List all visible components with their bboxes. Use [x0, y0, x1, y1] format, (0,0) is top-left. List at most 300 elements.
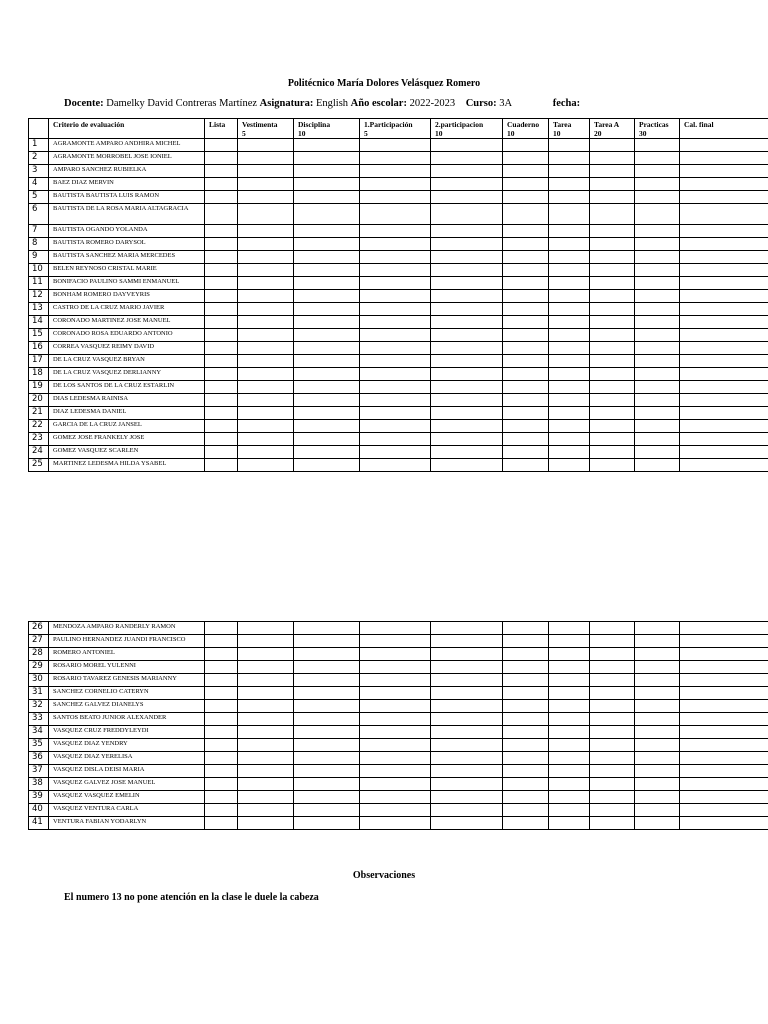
grade-cell[interactable] [360, 726, 431, 739]
grade-cell[interactable] [205, 290, 238, 303]
grade-cell[interactable] [238, 342, 294, 355]
grade-cell[interactable] [635, 778, 680, 791]
grade-cell[interactable] [590, 648, 635, 661]
grade-cell[interactable] [431, 381, 503, 394]
grade-cell[interactable] [590, 459, 635, 472]
grade-cell[interactable] [635, 165, 680, 178]
grade-cell[interactable] [360, 817, 431, 830]
grade-cell[interactable] [590, 264, 635, 277]
grade-cell[interactable] [431, 459, 503, 472]
grade-cell[interactable] [680, 674, 768, 687]
grade-cell[interactable] [238, 394, 294, 407]
grade-cell[interactable] [294, 342, 360, 355]
grade-cell[interactable] [680, 433, 768, 446]
grade-cell[interactable] [238, 791, 294, 804]
grade-cell[interactable] [205, 674, 238, 687]
grade-cell[interactable] [680, 178, 768, 191]
grade-cell[interactable] [635, 420, 680, 433]
grade-cell[interactable] [590, 700, 635, 713]
grade-cell[interactable] [635, 661, 680, 674]
grade-cell[interactable] [238, 648, 294, 661]
grade-cell[interactable] [503, 739, 549, 752]
grade-cell[interactable] [680, 342, 768, 355]
grade-cell[interactable] [238, 316, 294, 329]
grade-cell[interactable] [360, 152, 431, 165]
grade-cell[interactable] [635, 368, 680, 381]
grade-cell[interactable] [238, 765, 294, 778]
grade-cell[interactable] [549, 700, 590, 713]
grade-cell[interactable] [549, 303, 590, 316]
grade-cell[interactable] [549, 804, 590, 817]
grade-cell[interactable] [549, 778, 590, 791]
grade-cell[interactable] [635, 381, 680, 394]
grade-cell[interactable] [294, 778, 360, 791]
grade-cell[interactable] [360, 165, 431, 178]
grade-cell[interactable] [590, 765, 635, 778]
grade-cell[interactable] [549, 791, 590, 804]
grade-cell[interactable] [294, 459, 360, 472]
grade-cell[interactable] [503, 165, 549, 178]
grade-cell[interactable] [503, 446, 549, 459]
grade-cell[interactable] [680, 225, 768, 238]
grade-cell[interactable] [503, 817, 549, 830]
grade-cell[interactable] [238, 420, 294, 433]
grade-cell[interactable] [360, 277, 431, 290]
grade-cell[interactable] [503, 713, 549, 726]
grade-cell[interactable] [503, 648, 549, 661]
grade-cell[interactable] [680, 791, 768, 804]
grade-cell[interactable] [503, 368, 549, 381]
grade-cell[interactable] [549, 622, 590, 635]
grade-cell[interactable] [635, 139, 680, 152]
grade-cell[interactable] [294, 817, 360, 830]
grade-cell[interactable] [503, 700, 549, 713]
grade-cell[interactable] [205, 251, 238, 264]
grade-cell[interactable] [360, 368, 431, 381]
grade-cell[interactable] [431, 817, 503, 830]
grade-cell[interactable] [294, 739, 360, 752]
grade-cell[interactable] [431, 635, 503, 648]
grade-cell[interactable] [635, 152, 680, 165]
grade-cell[interactable] [205, 661, 238, 674]
grade-cell[interactable] [590, 674, 635, 687]
grade-cell[interactable] [205, 303, 238, 316]
grade-cell[interactable] [590, 204, 635, 225]
grade-cell[interactable] [238, 459, 294, 472]
grade-cell[interactable] [294, 238, 360, 251]
grade-cell[interactable] [549, 420, 590, 433]
grade-cell[interactable] [635, 178, 680, 191]
grade-cell[interactable] [360, 661, 431, 674]
grade-cell[interactable] [549, 329, 590, 342]
grade-cell[interactable] [635, 446, 680, 459]
grade-cell[interactable] [205, 804, 238, 817]
grade-cell[interactable] [360, 204, 431, 225]
grade-cell[interactable] [549, 178, 590, 191]
grade-cell[interactable] [549, 726, 590, 739]
grade-cell[interactable] [360, 355, 431, 368]
grade-cell[interactable] [549, 290, 590, 303]
grade-cell[interactable] [503, 433, 549, 446]
grade-cell[interactable] [238, 804, 294, 817]
grade-cell[interactable] [503, 381, 549, 394]
grade-cell[interactable] [238, 635, 294, 648]
grade-cell[interactable] [360, 139, 431, 152]
grade-cell[interactable] [635, 674, 680, 687]
grade-cell[interactable] [431, 277, 503, 290]
grade-cell[interactable] [238, 446, 294, 459]
grade-cell[interactable] [205, 446, 238, 459]
grade-cell[interactable] [360, 739, 431, 752]
grade-cell[interactable] [360, 446, 431, 459]
grade-cell[interactable] [590, 329, 635, 342]
grade-cell[interactable] [503, 752, 549, 765]
grade-cell[interactable] [431, 765, 503, 778]
grade-cell[interactable] [294, 178, 360, 191]
grade-cell[interactable] [549, 355, 590, 368]
grade-cell[interactable] [294, 791, 360, 804]
grade-cell[interactable] [294, 446, 360, 459]
grade-cell[interactable] [635, 635, 680, 648]
grade-cell[interactable] [238, 225, 294, 238]
grade-cell[interactable] [503, 420, 549, 433]
grade-cell[interactable] [503, 674, 549, 687]
grade-cell[interactable] [590, 661, 635, 674]
grade-cell[interactable] [431, 648, 503, 661]
grade-cell[interactable] [590, 191, 635, 204]
grade-cell[interactable] [680, 277, 768, 290]
grade-cell[interactable] [590, 238, 635, 251]
grade-cell[interactable] [431, 778, 503, 791]
grade-cell[interactable] [205, 191, 238, 204]
grade-cell[interactable] [294, 381, 360, 394]
grade-cell[interactable] [590, 739, 635, 752]
grade-cell[interactable] [680, 381, 768, 394]
grade-cell[interactable] [360, 713, 431, 726]
grade-cell[interactable] [294, 687, 360, 700]
grade-cell[interactable] [635, 355, 680, 368]
grade-cell[interactable] [238, 817, 294, 830]
grade-cell[interactable] [503, 251, 549, 264]
grade-cell[interactable] [294, 368, 360, 381]
grade-cell[interactable] [680, 778, 768, 791]
grade-cell[interactable] [635, 622, 680, 635]
grade-cell[interactable] [431, 139, 503, 152]
grade-cell[interactable] [503, 687, 549, 700]
grade-cell[interactable] [635, 700, 680, 713]
grade-cell[interactable] [360, 778, 431, 791]
grade-cell[interactable] [680, 238, 768, 251]
grade-cell[interactable] [431, 329, 503, 342]
grade-cell[interactable] [549, 752, 590, 765]
grade-cell[interactable] [503, 303, 549, 316]
grade-cell[interactable] [680, 264, 768, 277]
grade-cell[interactable] [549, 277, 590, 290]
grade-cell[interactable] [360, 648, 431, 661]
grade-cell[interactable] [549, 459, 590, 472]
grade-cell[interactable] [238, 433, 294, 446]
grade-cell[interactable] [238, 251, 294, 264]
grade-cell[interactable] [238, 700, 294, 713]
grade-cell[interactable] [360, 381, 431, 394]
grade-cell[interactable] [549, 394, 590, 407]
grade-cell[interactable] [680, 765, 768, 778]
grade-cell[interactable] [205, 139, 238, 152]
grade-cell[interactable] [635, 648, 680, 661]
grade-cell[interactable] [294, 394, 360, 407]
grade-cell[interactable] [635, 342, 680, 355]
grade-cell[interactable] [294, 277, 360, 290]
grade-cell[interactable] [549, 225, 590, 238]
grade-cell[interactable] [590, 355, 635, 368]
grade-cell[interactable] [503, 622, 549, 635]
grade-cell[interactable] [635, 433, 680, 446]
grade-cell[interactable] [360, 674, 431, 687]
grade-cell[interactable] [590, 316, 635, 329]
grade-cell[interactable] [360, 804, 431, 817]
grade-cell[interactable] [635, 290, 680, 303]
grade-cell[interactable] [503, 329, 549, 342]
grade-cell[interactable] [680, 687, 768, 700]
grade-cell[interactable] [360, 687, 431, 700]
grade-cell[interactable] [238, 778, 294, 791]
grade-cell[interactable] [549, 433, 590, 446]
grade-cell[interactable] [205, 622, 238, 635]
grade-cell[interactable] [680, 355, 768, 368]
grade-cell[interactable] [205, 817, 238, 830]
grade-cell[interactable] [294, 165, 360, 178]
grade-cell[interactable] [503, 765, 549, 778]
grade-cell[interactable] [294, 204, 360, 225]
grade-cell[interactable] [549, 674, 590, 687]
grade-cell[interactable] [205, 264, 238, 277]
grade-cell[interactable] [431, 804, 503, 817]
grade-cell[interactable] [431, 152, 503, 165]
grade-cell[interactable] [431, 700, 503, 713]
grade-cell[interactable] [680, 459, 768, 472]
grade-cell[interactable] [503, 152, 549, 165]
grade-cell[interactable] [238, 368, 294, 381]
grade-cell[interactable] [590, 804, 635, 817]
grade-cell[interactable] [549, 165, 590, 178]
grade-cell[interactable] [431, 238, 503, 251]
grade-cell[interactable] [590, 342, 635, 355]
grade-cell[interactable] [590, 394, 635, 407]
grade-cell[interactable] [238, 355, 294, 368]
grade-cell[interactable] [294, 635, 360, 648]
grade-cell[interactable] [635, 277, 680, 290]
grade-cell[interactable] [590, 381, 635, 394]
grade-cell[interactable] [549, 264, 590, 277]
grade-cell[interactable] [680, 407, 768, 420]
grade-cell[interactable] [238, 713, 294, 726]
grade-cell[interactable] [549, 316, 590, 329]
grade-cell[interactable] [549, 381, 590, 394]
grade-cell[interactable] [503, 661, 549, 674]
grade-cell[interactable] [431, 420, 503, 433]
grade-cell[interactable] [238, 204, 294, 225]
grade-cell[interactable] [360, 433, 431, 446]
grade-cell[interactable] [294, 407, 360, 420]
grade-cell[interactable] [205, 407, 238, 420]
grade-cell[interactable] [431, 739, 503, 752]
grade-cell[interactable] [238, 165, 294, 178]
grade-cell[interactable] [205, 778, 238, 791]
grade-cell[interactable] [205, 765, 238, 778]
grade-cell[interactable] [360, 752, 431, 765]
grade-cell[interactable] [360, 290, 431, 303]
grade-cell[interactable] [549, 191, 590, 204]
grade-cell[interactable] [503, 726, 549, 739]
grade-cell[interactable] [205, 433, 238, 446]
grade-cell[interactable] [360, 178, 431, 191]
grade-cell[interactable] [590, 152, 635, 165]
grade-cell[interactable] [431, 191, 503, 204]
grade-cell[interactable] [205, 225, 238, 238]
grade-cell[interactable] [503, 191, 549, 204]
grade-cell[interactable] [238, 178, 294, 191]
grade-cell[interactable] [590, 303, 635, 316]
grade-cell[interactable] [635, 316, 680, 329]
grade-cell[interactable] [238, 152, 294, 165]
grade-cell[interactable] [238, 277, 294, 290]
grade-cell[interactable] [549, 739, 590, 752]
grade-cell[interactable] [680, 648, 768, 661]
grade-cell[interactable] [294, 355, 360, 368]
grade-cell[interactable] [205, 648, 238, 661]
grade-cell[interactable] [431, 791, 503, 804]
grade-cell[interactable] [680, 420, 768, 433]
grade-cell[interactable] [680, 303, 768, 316]
grade-cell[interactable] [238, 191, 294, 204]
grade-cell[interactable] [205, 178, 238, 191]
grade-cell[interactable] [590, 635, 635, 648]
grade-cell[interactable] [680, 368, 768, 381]
grade-cell[interactable] [590, 139, 635, 152]
grade-cell[interactable] [205, 277, 238, 290]
grade-cell[interactable] [549, 713, 590, 726]
grade-cell[interactable] [635, 238, 680, 251]
grade-cell[interactable] [431, 661, 503, 674]
grade-cell[interactable] [238, 739, 294, 752]
grade-cell[interactable] [205, 381, 238, 394]
grade-cell[interactable] [205, 420, 238, 433]
grade-cell[interactable] [503, 791, 549, 804]
grade-cell[interactable] [680, 290, 768, 303]
grade-cell[interactable] [294, 433, 360, 446]
grade-cell[interactable] [205, 152, 238, 165]
grade-cell[interactable] [294, 765, 360, 778]
grade-cell[interactable] [360, 700, 431, 713]
grade-cell[interactable] [294, 752, 360, 765]
grade-cell[interactable] [635, 817, 680, 830]
grade-cell[interactable] [205, 204, 238, 225]
grade-cell[interactable] [503, 804, 549, 817]
grade-cell[interactable] [431, 225, 503, 238]
grade-cell[interactable] [503, 635, 549, 648]
grade-cell[interactable] [590, 251, 635, 264]
grade-cell[interactable] [431, 622, 503, 635]
grade-cell[interactable] [680, 700, 768, 713]
grade-cell[interactable] [360, 303, 431, 316]
grade-cell[interactable] [680, 204, 768, 225]
grade-cell[interactable] [635, 739, 680, 752]
grade-cell[interactable] [635, 329, 680, 342]
grade-cell[interactable] [294, 264, 360, 277]
grade-cell[interactable] [238, 264, 294, 277]
grade-cell[interactable] [360, 225, 431, 238]
grade-cell[interactable] [294, 225, 360, 238]
grade-cell[interactable] [590, 752, 635, 765]
grade-cell[interactable] [503, 290, 549, 303]
grade-cell[interactable] [549, 661, 590, 674]
grade-cell[interactable] [590, 713, 635, 726]
grade-cell[interactable] [549, 342, 590, 355]
grade-cell[interactable] [205, 329, 238, 342]
grade-cell[interactable] [360, 622, 431, 635]
grade-cell[interactable] [294, 713, 360, 726]
grade-cell[interactable] [635, 687, 680, 700]
grade-cell[interactable] [431, 713, 503, 726]
grade-cell[interactable] [635, 459, 680, 472]
grade-cell[interactable] [294, 290, 360, 303]
grade-cell[interactable] [360, 394, 431, 407]
grade-cell[interactable] [503, 407, 549, 420]
grade-cell[interactable] [205, 791, 238, 804]
grade-cell[interactable] [294, 648, 360, 661]
grade-cell[interactable] [360, 191, 431, 204]
grade-cell[interactable] [549, 648, 590, 661]
grade-cell[interactable] [360, 407, 431, 420]
grade-cell[interactable] [205, 355, 238, 368]
grade-cell[interactable] [360, 765, 431, 778]
grade-cell[interactable] [238, 726, 294, 739]
grade-cell[interactable] [635, 303, 680, 316]
grade-cell[interactable] [205, 687, 238, 700]
grade-cell[interactable] [590, 446, 635, 459]
grade-cell[interactable] [680, 139, 768, 152]
grade-cell[interactable] [635, 204, 680, 225]
grade-cell[interactable] [205, 368, 238, 381]
grade-cell[interactable] [238, 407, 294, 420]
grade-cell[interactable] [635, 251, 680, 264]
grade-cell[interactable] [205, 635, 238, 648]
grade-cell[interactable] [238, 381, 294, 394]
grade-cell[interactable] [431, 752, 503, 765]
grade-cell[interactable] [503, 204, 549, 225]
grade-cell[interactable] [635, 394, 680, 407]
grade-cell[interactable] [590, 622, 635, 635]
grade-cell[interactable] [590, 277, 635, 290]
grade-cell[interactable] [680, 251, 768, 264]
grade-cell[interactable] [590, 225, 635, 238]
grade-cell[interactable] [294, 191, 360, 204]
grade-cell[interactable] [431, 303, 503, 316]
grade-cell[interactable] [238, 622, 294, 635]
grade-cell[interactable] [590, 778, 635, 791]
grade-cell[interactable] [205, 752, 238, 765]
grade-cell[interactable] [549, 687, 590, 700]
grade-cell[interactable] [680, 661, 768, 674]
grade-cell[interactable] [431, 355, 503, 368]
grade-cell[interactable] [431, 316, 503, 329]
grade-cell[interactable] [431, 264, 503, 277]
grade-cell[interactable] [360, 459, 431, 472]
grade-cell[interactable] [238, 661, 294, 674]
grade-cell[interactable] [549, 817, 590, 830]
grade-cell[interactable] [549, 238, 590, 251]
grade-cell[interactable] [431, 290, 503, 303]
